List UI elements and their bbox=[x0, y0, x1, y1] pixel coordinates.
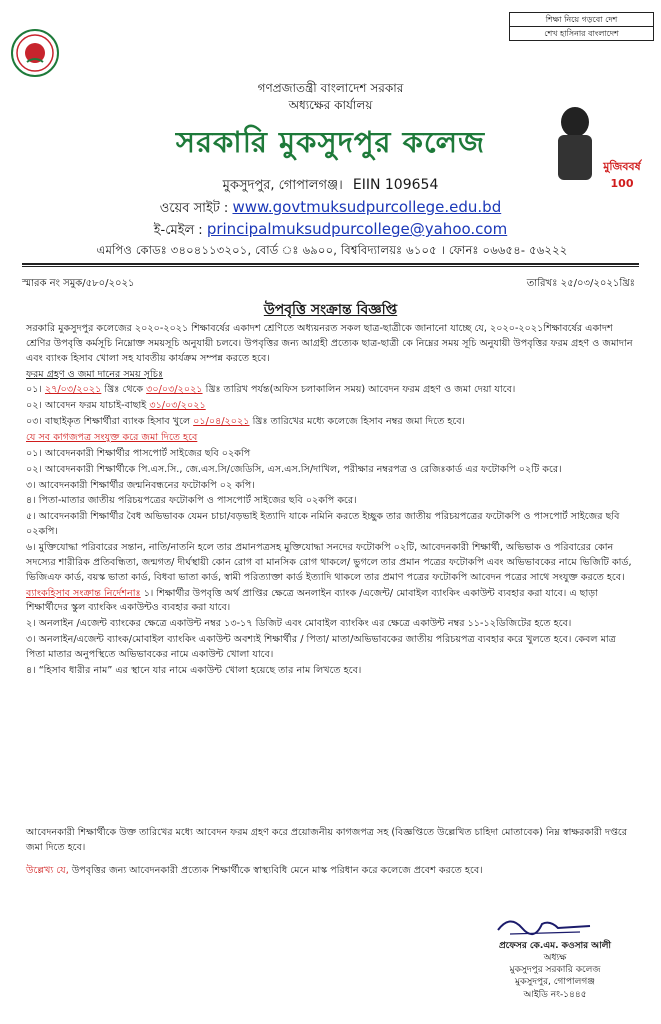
website-line bbox=[0, 198, 661, 220]
slogan-line-1: শিক্ষা নিয়ে গড়বো দেশ bbox=[545, 15, 618, 24]
bank-item: ৪। “হিসাব ধারীর নাম” এর স্থানে যার নামে একাউন্ট খোলা হয়েছে তার নাম লিখতে হবে। bbox=[26, 664, 362, 676]
schedule-num: ০১। bbox=[26, 384, 42, 396]
schedule-date: ৩০/০৩/২০২১ bbox=[146, 384, 203, 396]
eiin: EIIN 109654 bbox=[352, 177, 439, 193]
email-label: ই-মেইল : bbox=[153, 223, 203, 238]
note-prefix: উল্লেখ্য যে, bbox=[26, 864, 69, 876]
signature-block bbox=[470, 940, 640, 1001]
document-item: ৩। আবেদনকারী শিক্ষার্থীর জন্মনিবন্ধনের ফটোকপি ০২ কপি। bbox=[26, 479, 255, 491]
closing-paragraph: আবেদনকারী শিক্ষার্থীকে উক্ত তারিখের মধ্যে আবেদন ফরম গ্রহণ করে প্রয়োজনীয় কাগজপত্র সহ (বিজ্ঞপ্তিতে উল্লেখিত চাহিদা মোতাবেক) নিম্ন স্বাক্ষরকারী দপ্তরে জমা দিতে হবে। bbox=[26, 827, 628, 853]
portrait-caption: মুজিববর্ষ 100 bbox=[603, 160, 641, 190]
schedule-item bbox=[26, 399, 638, 414]
schedule-heading: ফরম গ্রহণ ও জমা দানের সময় সূচিঃ bbox=[26, 368, 164, 380]
signatory-college: মুকসুদপুর সরকারি কলেজ bbox=[509, 965, 601, 976]
slogan-box bbox=[509, 12, 654, 41]
website-label: ওয়েব সাইট : bbox=[159, 201, 229, 216]
government-name: গণপ্রজাতন্ত্রী বাংলাদেশ সরকার bbox=[257, 81, 404, 95]
government-logo-icon bbox=[10, 28, 60, 78]
address-line bbox=[0, 176, 661, 197]
schedule-text: খ্রিঃ তারিখের মধ্যে কলেজে হিসাব নম্বর জমা দিতে হবে। bbox=[252, 416, 465, 428]
schedule-num: ০২। bbox=[26, 400, 42, 412]
memo-number: স্মারক নং সমুক/৫৮০/২০২১ bbox=[22, 278, 135, 289]
notice-title-text: উপবৃত্তি সংক্রান্ত বিজ্ঞপ্তি bbox=[263, 302, 398, 318]
note-text: উপবৃত্তির জন্য আবেদনকারী প্রত্যেক শিক্ষার্থীকে স্বাস্থ্যবিধি মেনে মাস্ক পরিধান করে কলেজে প্রবেশ করতে হবে। bbox=[71, 864, 483, 876]
address: মুকসুদপুর, গোপালগঞ্জ। bbox=[222, 178, 343, 193]
schedule-item bbox=[26, 383, 638, 398]
slogan-line-2: শেখ হাসিনার বাংলাদেশ bbox=[510, 26, 653, 40]
schedule-text: খ্রিঃ তারিখ পর্যন্ত(অফিস চলাকালিন সময়) আবেদন ফরম গ্রহণ ও জমা দেয়া যাবে। bbox=[205, 384, 516, 396]
note-paragraph bbox=[26, 864, 638, 879]
documents-heading: যে সব কাগজপত্র সংযুক্ত করে জমা দিতে হবে bbox=[26, 432, 198, 444]
schedule-date: ০১/০৪/২০২১ bbox=[193, 416, 250, 428]
schedule-text: আবেদন ফরম যাচাই-বাছাই bbox=[44, 400, 147, 412]
bank-item: ৩। অনলাইন/এজেন্ট ব্যাংক/মোবাইল ব্যাংকিং একাউন্ট অবশ্যই শিক্ষার্থীর / পিতা/ মাতা/অভিভাবকের জাতীয় পরিচয়পত্র ব্যবহার করে খুলতে হবে। কেবল মাত্র পিতা মাতার অনুপস্থিতে অভিভাবকের নামে একাউন্ট খোলা যাবে। bbox=[26, 634, 616, 661]
notice-date: তারিখঃ ২৫/০৩/২০২১খ্রিঃ bbox=[526, 278, 635, 289]
signatory-id: আইডি নং-১৪৪৫ bbox=[523, 989, 587, 1000]
bank-item: ২। অনলাইন /এজেন্ট ব্যাংকের ক্ষেত্রে একাউন্ট নম্বর ১৩-১৭ ডিজিট এবং মোবাইল ব্যাংকিং এর ক্ষেত্রে একাউন্ট নম্বর ১১-১২ডিজিটের হতে হবে। bbox=[26, 618, 572, 630]
codes-line: এমপিও কোডঃ ৩৪০৪১১৩২০১, বোর্ড ঃ ৬৯০০, বিশ্ববিদ্যালয়ঃ ৬১০৫ । ফোনঃ ০৬৬৫৪- ৫৬২২২ bbox=[96, 243, 568, 257]
schedule-item bbox=[26, 415, 638, 430]
email-link[interactable]: principalmuksudpurcollege@yahoo.com bbox=[206, 220, 508, 238]
signatory-place: মুকসুদপুর, গোপালগঞ্জ bbox=[515, 977, 595, 988]
schedule-date: ৩১/০৩/২০২১ bbox=[149, 400, 206, 412]
email-line bbox=[0, 220, 661, 242]
document-item: ০২। আবেদনকারী শিক্ষার্থীকে পি.এস.সি., জে.এস.সি/জেডিসি, এস.এস.সি/দাখিল, পরীক্ষার নম্বরপত্র ও রেজিঃকার্ড এর ফটোকপি ০২টি করে। bbox=[26, 463, 562, 475]
notice-title bbox=[0, 298, 661, 322]
divider bbox=[22, 266, 639, 267]
signatory-designation: অধ্যক্ষ bbox=[543, 953, 567, 964]
document-item: ৪। পিতা-মাতার জাতীয় পরিচয়পত্রের ফটোকপি ও পাসপোর্ট সাইজের ছবি ০২কপি করে। bbox=[26, 495, 357, 507]
document-item: ৫। আবেদনকারী শিক্ষার্থীর বৈধ অভিভাবক যেমন চাচা/বড়ভাই ইত্যাদি যাকে নমিনি করতে ইচ্ছুক তার জাতীয় পরিচয়পত্রের ফটোকপি ও পাসপোর্ট সাইজের ছবি ০২কপি। bbox=[26, 511, 620, 538]
intro-paragraph: সরকারি মুকসুদপুর কলেজের ২০২০-২০২১ শিক্ষাবর্ষের একাদশ শ্রেণিতে অধ্যয়নরত সকল ছাত্র-ছাত্রীকে জানানো যাচ্ছে যে, ২০২০-২০২১শিক্ষাবর্ষের একাদশ শ্রেণির উপবৃত্তি কর্মসূচি নিম্নোক্ত সময়সূচি অনুযায়ী চলবে। উপবৃত্তির জন্য আগ্রহী প্রত্যেক ছাত্র-ছাত্রী কে নিম্নের সময় সূচি অনুযায়ী উপবৃত্তির ফরম গ্রহণ ও জমাদান এবং ব্যাংক হিসাব খোলা সহ যাবতীয় কার্যক্রম সম্পন্ন করতে হবে। bbox=[26, 323, 633, 364]
closing-section bbox=[26, 826, 638, 887]
signatory-name: প্রফেসর কে.এম. কওসার আলী bbox=[498, 941, 612, 951]
bank-item bbox=[26, 587, 638, 617]
signature-icon bbox=[470, 910, 630, 938]
schedule-date: ২৭/০৩/২০২১ bbox=[44, 384, 102, 396]
schedule-text: খ্রিঃ থেকে bbox=[104, 384, 144, 396]
bank-heading: ব্যাংকহিসাব সংক্রান্ত নির্দেশনাঃ bbox=[26, 587, 141, 599]
office-name: অধ্যক্ষের কার্যালয় bbox=[288, 98, 373, 112]
bank-item-text: ১। শিক্ষার্থীর উপবৃত্তি অর্থ প্রাপ্তির ক্ষেত্রে অনলাইন ব্যাংক /এজেন্ট/ মোবাইল ব্যাংকিং একাউন্ট ব্যবহার করা যাবে। এ ছাড়া শিক্ষার্থীদের স্কুল ব্যাংকিং একাউন্টও ব্যবহার করা যাবে। bbox=[26, 587, 598, 614]
divider bbox=[22, 263, 639, 265]
notice-body bbox=[26, 322, 638, 680]
schedule-text: বাছাইকৃত শিক্ষার্থীরা ব্যাংক হিসাব খুলে bbox=[44, 416, 191, 428]
website-link[interactable]: www.govtmuksudpurcollege.edu.bd bbox=[232, 198, 502, 216]
schedule-num: ০৩। bbox=[26, 416, 42, 428]
document-item: ০১। আবেদনকারী শিক্ষার্থীর পাসপোর্ট সাইজের ছবি ০২কপি bbox=[26, 447, 251, 459]
college-name: সরকারি মুকসুদপুর কলেজ bbox=[175, 125, 486, 159]
document-item: ৬। মুক্তিযোদ্ধা পরিবারের সন্তান, নাতি/নাতনি হলে তার প্রমানপত্রসহ মুক্তিযোদ্ধা সনদের ফটোকপি ০২টি, আবেদনকারী শিক্ষার্থী, অভিভাক ও পরিবারের কোন সদস্যের শারীরিক প্রতিবন্ধিতা, জন্মগত/ দীর্ঘস্থায়ী কোন রোগ বা মানসিক রোগ থাকলে/ ভুগলে তার প্রমান পত্রের ফটোকপি এবং অভিভাবকের নামে ভিজিটি কার্ড, ভিজিএফ কার্ড, বয়স্ক ভাতা কার্ড, বিধবা ভাতা কার্ড, স্বামী পরিত্যাক্তা কার্ড ইত্যাদি থাকলে তার প্রমাণ পত্রের ফটোকপি আবেদন পত্রের সাথে সংযুক্ত করতে হবে। bbox=[26, 542, 632, 583]
